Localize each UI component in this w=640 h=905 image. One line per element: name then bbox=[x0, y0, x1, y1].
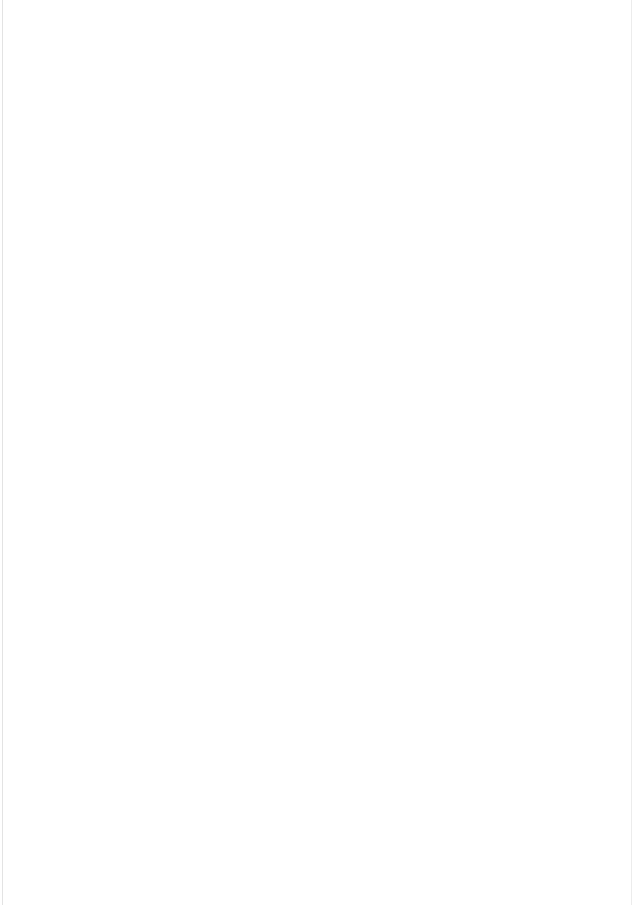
drug-list-table bbox=[84, 66, 576, 856]
scan-edge-left bbox=[2, 0, 3, 905]
scan-edge-right bbox=[631, 0, 632, 905]
